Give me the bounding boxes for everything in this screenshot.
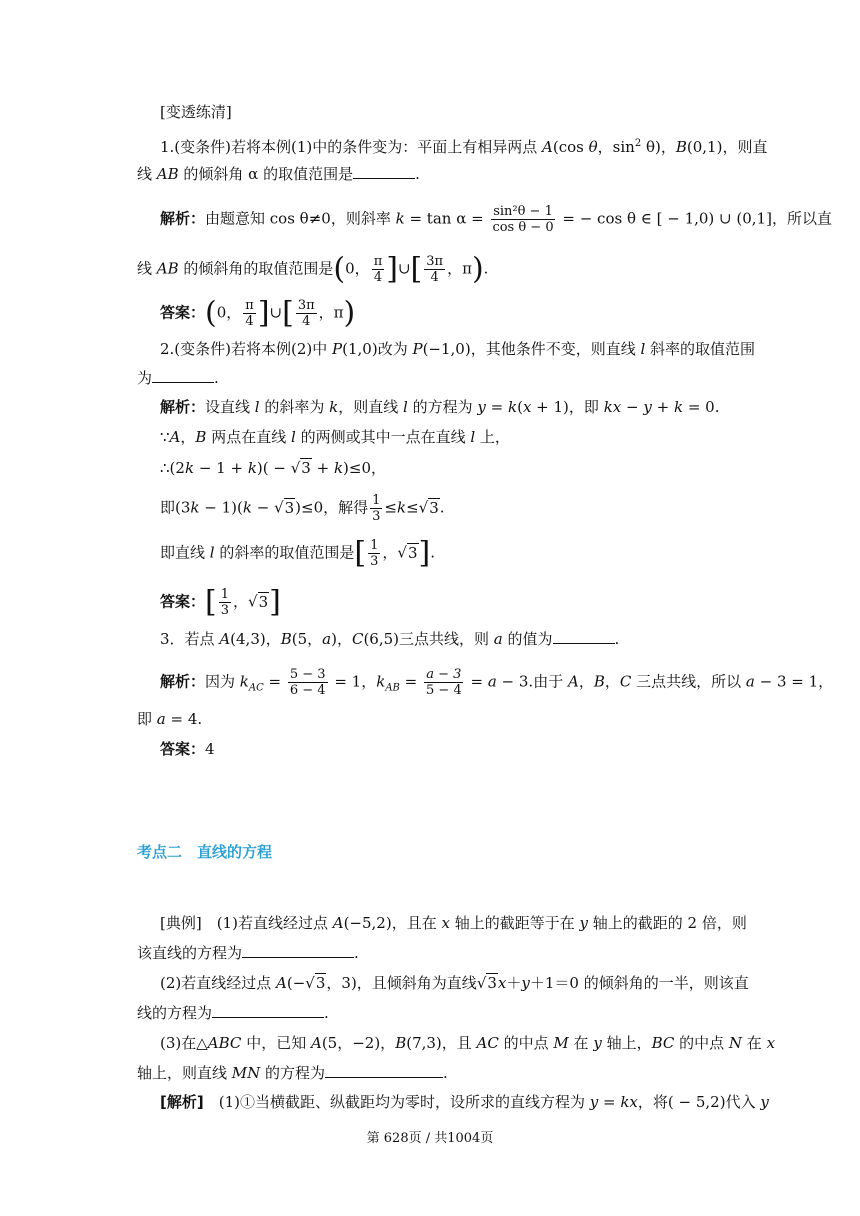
answer-blank[interactable]	[242, 942, 354, 958]
problem-2-solution-line-2: ∵A，B 两点在直线 l 的两侧或其中一点在直线 l 上，	[160, 428, 510, 446]
example-line-7: [解析] (1)①当横截距、纵截距均为零时，设所求的直线方程为 y = kx，将( − 5,2)代入 y	[160, 1093, 769, 1111]
problem-1-answer: 答案：(0， $\frac{\pi}{4}$ ]∪[ $\frac{3\pi}{4}$ ，π)	[160, 295, 356, 331]
answer-blank[interactable]	[353, 163, 415, 179]
answer-blank[interactable]	[325, 1062, 443, 1078]
example-line-2: 该直线的方程为 .	[137, 944, 359, 962]
problem-3-answer: 答案：4	[160, 740, 215, 758]
problem-1-solution: 解析：由题意知 cos θ≠0，则斜率 k = tan α = $\frac{\text{sin²θ − 1}}{\text{cos θ − 0}}$ = − cos θ ∈ [ − 1,0) ∪ (0,1]，所以直	[160, 204, 832, 235]
example-line-5: (3)在△ABC 中，已知 A(5，−2)，B(7,3)，且 AC 的中点 M 在 y 轴上，BC 的中点 N 在 x	[160, 1034, 776, 1052]
problem-3-solution: 解析：因为 $k_{AC}$ = $\frac{5 - 3}{6 - 4}$ = 1，$k_{AB}$ = $\frac{a - 3}{5 - 4}$ = a − 3.由于 A，B，C 三点共线，所以 a − 3 = 1，	[160, 667, 834, 698]
problem-2-question-cont: 为 .	[137, 369, 219, 387]
answer-blank[interactable]	[152, 367, 214, 383]
answer-blank[interactable]	[212, 1002, 324, 1018]
problem-2-question: 2.(变条件)若将本例(2)中 P(1,0)改为 P(−1,0)，其他条件不变，则直线 l 斜率的取值范围	[160, 340, 756, 358]
section-title: 考点二 直线的方程	[137, 843, 273, 861]
page-footer: 第 628页 / 共1004页	[366, 1131, 494, 1146]
example-line-1: [典例] (1)若直线经过点 A(−5,2)，且在 x 轴上的截距等于在 y 轴上的截距的 2 倍，则	[160, 914, 747, 932]
example-line-4: 线的方程为 .	[137, 1004, 329, 1022]
example-line-3: (2)若直线经过点 A(−√3，3)，且倾斜角为直线√3x＋y＋1＝0 的倾斜角的一半，则该直	[160, 974, 749, 992]
problem-1-question: 1.(变条件)若将本例(1)中的条件变为：平面上有相异两点 A(cos θ，$\sin^2 \theta$)，B(0,1)，则直	[160, 138, 768, 156]
problem-2-answer: 答案：[ $\frac{1}{3}$ ，√3]	[160, 584, 281, 620]
problem-2-solution-line-5: 即直线 l 的斜率的取值范围是[ $\frac{1}{3}$ ，√3].	[160, 535, 435, 571]
problem-2-solution-line-3: ∴(2k − 1 + k)( − √3 + k)≤0，	[160, 459, 386, 477]
fraction: $\frac{\text{sin²θ − 1}}{\text{cos θ − 0}}$	[492, 204, 554, 235]
problem-1-solution-cont: 线 AB 的倾斜角的取值范围是(0， $\frac{\pi}{4}$ ]∪[ $\frac{3\pi}{4}$ ，π).	[137, 251, 489, 287]
answer-blank[interactable]	[553, 628, 615, 644]
problem-2-solution-line-4: 即(3k − 1)(k − √3)≤0，解得 $\frac{1}{3}$ ≤k≤√3.	[160, 493, 445, 524]
problem-3-solution-cont: 即 a = 4.	[137, 710, 203, 728]
problem-2-solution: 解析：设直线 l 的斜率为 k，则直线 l 的方程为 y = k(x + 1)，即 kx − y + k = 0.	[160, 398, 720, 416]
problem-3-question: 3．若点 A(4,3)，B(5，a)，C(6,5)三点共线，则 a 的值为 .	[160, 630, 620, 648]
example-line-6: 轴上，则直线 MN 的方程为 .	[137, 1064, 448, 1082]
section-header: [变透练清]	[160, 103, 232, 121]
problem-1-question-cont: 线 AB 的倾斜角 α 的取值范围是 .	[137, 165, 420, 183]
